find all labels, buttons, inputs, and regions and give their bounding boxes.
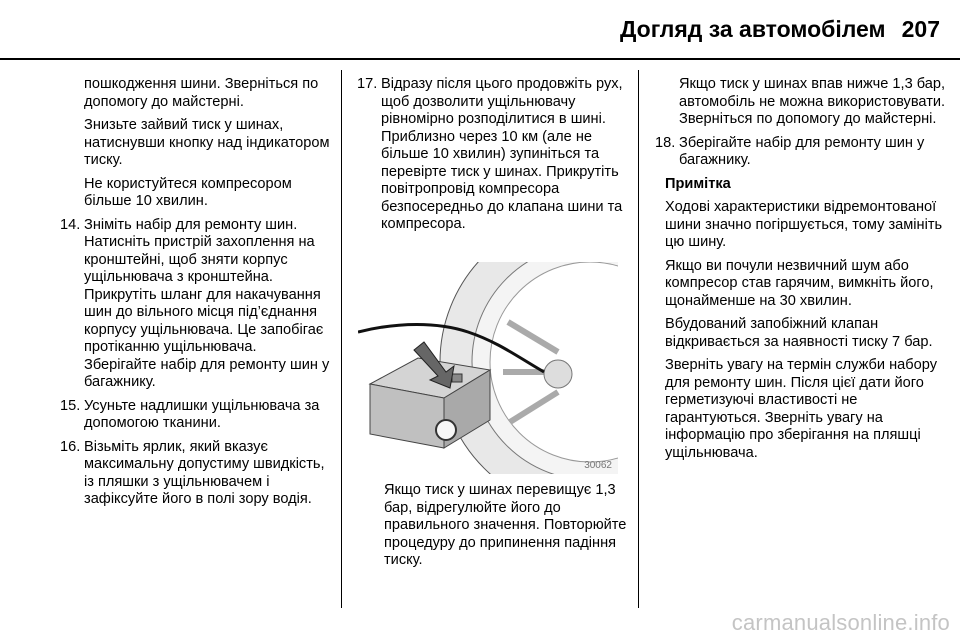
note-title: Примітка bbox=[665, 175, 731, 192]
item-text: Зберігайте набір для ремонту шин у багажнику. bbox=[679, 134, 925, 168]
note-block bbox=[655, 176, 950, 463]
column-3 bbox=[655, 76, 950, 468]
compressor-illustration bbox=[358, 262, 618, 474]
item-number: 18. bbox=[655, 134, 676, 151]
paragraph: Якщо тиск у шинах впав нижче 1,3 бар, автомобіль не можна використовувати. Зверніться по допомогу до майстерні. bbox=[679, 76, 946, 127]
column-2 bbox=[357, 76, 629, 240]
page-header-title: Догляд за автомобілем bbox=[620, 16, 886, 42]
list-item bbox=[655, 135, 950, 170]
paragraph: пошкодження шини. Зверніться по допомогу до майстерні. bbox=[84, 76, 319, 110]
watermark-link[interactable]: carmanualsonline.info bbox=[731, 610, 950, 635]
item-text: Усуньте надлишки ущільнювача за допомогою тканини. bbox=[84, 397, 320, 431]
column-1 bbox=[60, 76, 332, 515]
item-text: Відразу після цього продовжіть рух, щоб дозволити ущільнювачу рівномірно розподілитися в шині. Приблизно через 10 км (але не більше 10 хвилин) зупиніться та перевірте тиск у шинах. Прикрутіть повітропровід компресора безпосередньо до клапана шини та компресора. bbox=[381, 76, 623, 232]
page-number: 207 bbox=[901, 16, 940, 42]
list-item bbox=[60, 217, 332, 392]
header-rule bbox=[0, 58, 960, 60]
paragraph: Знизьте зайвий тиск у шинах, натиснувши кнопку над індикатором тиску. bbox=[84, 117, 330, 168]
note-paragraph: Ходові характеристики відремонтованої шини значно погіршується, тому замініть цю шину. bbox=[665, 199, 943, 250]
note-paragraph: Якщо ви почули незвичний шум або компресор став гарячим, вимкніть його, щонайменше на 30 хвилин. bbox=[665, 257, 934, 309]
column-divider bbox=[341, 70, 342, 608]
note-paragraph: Вбудований запобіжний клапан відкривається за наявності тиску 7 бар. bbox=[665, 316, 933, 350]
item-number: 14. bbox=[60, 216, 81, 233]
item-text: Зніміть набір для ремонту шин. Натисніть пристрій захоплення на кронштейні, щоб зняти корпус ущільнювача з кронштейна. Прикрутіть шланг для накачування шин до вільного місця під’єднання корпусу ущільнювача. Це запобігає протіканню ущільнювача. Зберігайте набір для ремонту шин у багажнику. bbox=[84, 216, 330, 390]
figure-code: 30062 bbox=[584, 460, 612, 471]
paragraph: Не користуйтеся компресором більше 10 хвилин. bbox=[84, 175, 292, 209]
list-item bbox=[60, 439, 332, 509]
item-number: 17. bbox=[357, 76, 378, 92]
column-divider bbox=[638, 70, 639, 608]
list-item bbox=[357, 76, 629, 234]
note-paragraph: Зверніть увагу на термін служби набору для ремонту шин. Після цієї дати його герметизуючі властивості не гарантуються. Зверніть увагу на інформацію про зберігання на пляшці ущільнювача. bbox=[665, 357, 937, 461]
item-number: 16. bbox=[60, 438, 81, 455]
list-item bbox=[60, 398, 332, 433]
figure-caption: Якщо тиск у шинах перевищує 1,3 бар, відрегулюйте його до правильного значення. Повторюйте процедуру до припинення падіння тиску. bbox=[384, 482, 627, 568]
item-text: Візьміть ярлик, який вказує максимальну допустиму швидкість, із пляшки з ущільнювачем і зафіксуйте його в полі зору водія. bbox=[84, 438, 325, 507]
item-number: 15. bbox=[60, 397, 81, 414]
